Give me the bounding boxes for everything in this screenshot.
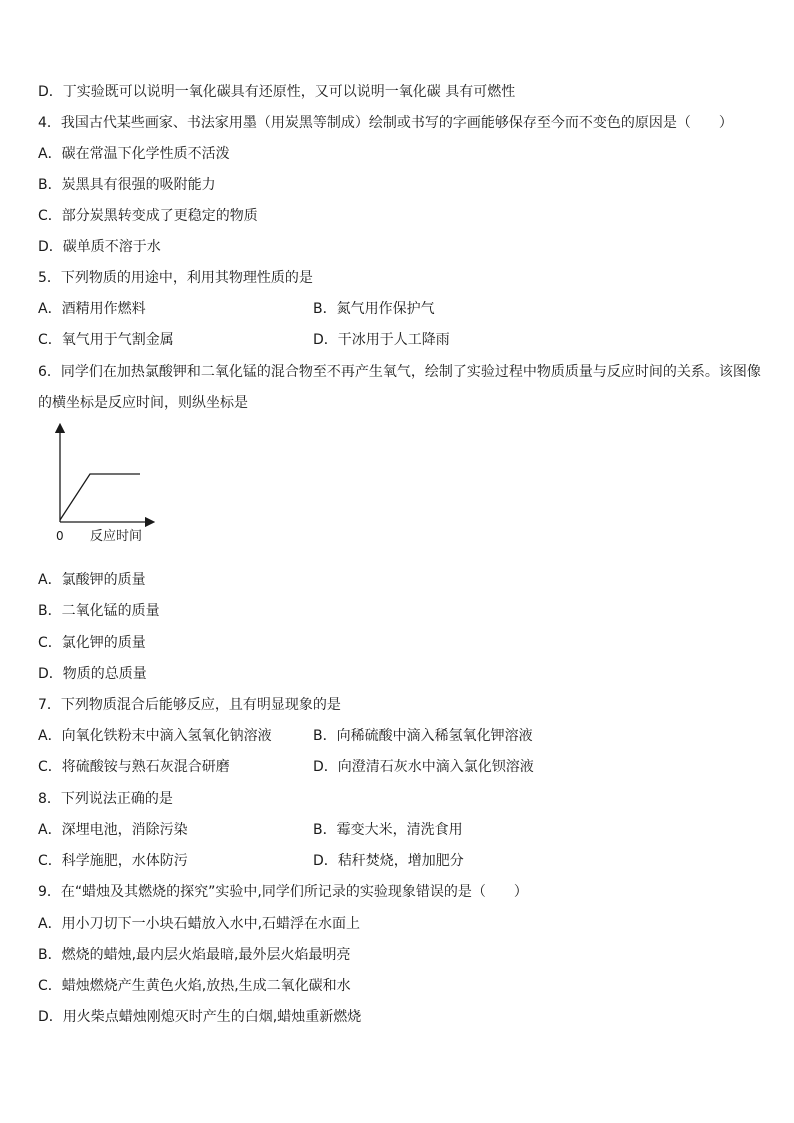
- option-4a: A．碳在常温下化学性质不活泼: [38, 146, 230, 162]
- option-3d: D．丁实验既可以说明一氧化碳具有还原性，又可以说明一氧化碳 具有可燃性: [38, 84, 516, 100]
- question-6-stem-line1: 6．同学们在加热氯酸钾和二氧化锰的混合物至不再产生氧气，绘制了实验过程中物质质量与反应时间的关系。该图像: [38, 364, 761, 380]
- question-9-stem: 9．在“蜡烛及其燃烧的探究”实验中,同学们所记录的实验现象错误的是（ ）: [38, 884, 528, 900]
- option-7c: C．将硫酸铵与熟石灰混合研磨: [38, 759, 230, 775]
- option-5a: A．酒精用作燃料: [38, 301, 146, 317]
- option-5d: D．干冰用于人工降雨: [313, 332, 450, 348]
- option-8c: C．科学施肥，水体防污: [38, 853, 188, 869]
- option-9b: B．燃烧的蜡烛,最内层火焰最暗,最外层火焰最明亮: [38, 947, 351, 963]
- option-7d: D．向澄清石灰水中滴入氯化钡溶液: [313, 759, 534, 775]
- option-7a: A．向氧化铁粉末中滴入氢氧化钠溶液: [38, 728, 272, 744]
- x-axis-label: 反应时间: [90, 529, 143, 544]
- option-9d: D．用火柴点蜡烛刚熄灭时产生的白烟,蜡烛重新燃烧: [38, 1009, 362, 1025]
- curve-line: [60, 474, 140, 520]
- option-7b: B．向稀硫酸中滴入稀氢氧化钾溶液: [313, 728, 533, 744]
- option-8d: D．秸秆焚烧，增加肥分: [313, 853, 464, 869]
- option-9a: A．用小刀切下一小块石蜡放入水中,石蜡浮在水面上: [38, 916, 361, 932]
- option-4b: B．炭黑具有很强的吸附能力: [38, 177, 216, 193]
- option-4d: D．碳单质不溶于水: [38, 239, 161, 255]
- origin-label: 0: [56, 529, 64, 543]
- option-6d: D．物质的总质量: [38, 666, 147, 682]
- option-8b: B．霉变大米，清洗食用: [313, 822, 463, 838]
- option-5b: B．氮气用作保护气: [313, 301, 435, 317]
- question-8-stem: 8．下列说法正确的是: [38, 791, 173, 807]
- question-6-stem-line2: 的横坐标是反应时间，则纵坐标是: [38, 395, 248, 411]
- question-7-stem: 7．下列物质混合后能够反应，且有明显现象的是: [38, 697, 341, 713]
- option-8a: A．深埋电池，消除污染: [38, 822, 188, 838]
- option-6a: A．氯酸钾的质量: [38, 572, 146, 588]
- question-4-stem: 4．我国古代某些画家、书法家用墨（用炭黑等制成）绘制或书写的字画能够保存至今而不变色的原因是（ ）: [38, 115, 733, 131]
- option-4c: C．部分炭黑转变成了更稳定的物质: [38, 208, 258, 224]
- option-9c: C．蜡烛燃烧产生黄色火焰,放热,生成二氧化碳和水: [38, 978, 351, 994]
- option-5c: C．氧气用于气割金属: [38, 332, 174, 348]
- option-6b: B．二氧化锰的质量: [38, 603, 160, 619]
- option-6c: C．氯化钾的质量: [38, 635, 146, 651]
- question-5-stem: 5．下列物质的用途中，利用其物理性质的是: [38, 270, 313, 286]
- mass-time-graph: [40, 422, 160, 552]
